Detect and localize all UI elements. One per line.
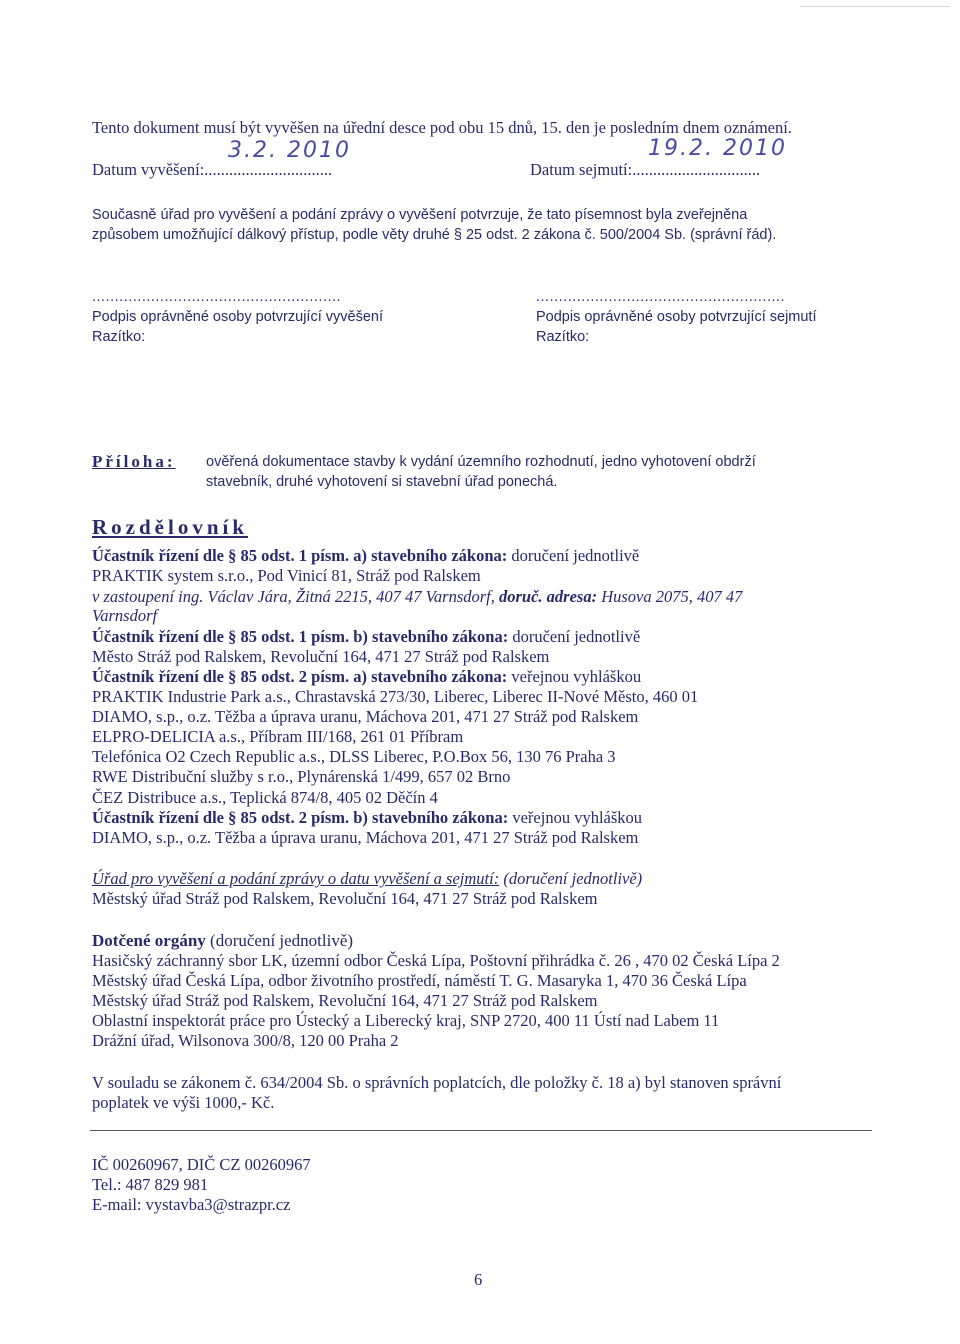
posted-date-dots: ............................... bbox=[204, 160, 333, 179]
attachment-line-2: stavebník, druhé vyhotovení si stavební úřad ponechá. bbox=[206, 474, 558, 490]
authority-line: Městský úřad Stráž pod Ralskem, Revoluční 164, 471 27 Stráž pod Ralskem bbox=[92, 991, 598, 1010]
footer-email: E-mail: vystavba3@strazpr.cz bbox=[92, 1195, 291, 1214]
party-group-3-heading: Účastník řízení dle § 85 odst. 2 písm. a) stavebního zákona: veřejnou vyhláškou bbox=[92, 667, 642, 686]
party-line: Varnsdorf bbox=[92, 606, 158, 625]
office-line: Městský úřad Stráž pod Ralskem, Revoluční 164, 471 27 Stráž pod Ralskem bbox=[92, 889, 598, 908]
party-group-4-heading: Účastník řízení dle § 85 odst. 2 písm. b) stavebního zákona: veřejnou vyhláškou bbox=[92, 808, 643, 827]
party-line: Telefónica O2 Czech Republic a.s., DLSS Liberec, P.O.Box 56, 130 76 Praha 3 bbox=[92, 747, 616, 766]
publication-line-2: způsobem umožňující dálkový přístup, podle věty druhé § 25 odst. 2 zákona č. 500/2004 Sb. (správní řád). bbox=[92, 227, 777, 243]
authority-line: Oblastní inspektorát práce pro Ústecký a Liberecký kraj, SNP 2720, 400 11 Ústí nad Labem 11 bbox=[92, 1011, 720, 1030]
right-signature-dots: ....................................................... bbox=[536, 289, 786, 305]
footer-divider bbox=[90, 1130, 872, 1131]
party-line: PRAKTIK system s.r.o., Pod Vinicí 81, Stráž pod Ralskem bbox=[92, 566, 481, 585]
posted-date-handwritten: 3.2. 2010 bbox=[228, 138, 351, 163]
party-line: ELPRO-DELICIA a.s., Příbram III/168, 261 01 Příbram bbox=[92, 727, 464, 746]
authorities-heading: Dotčené orgány (doručení jednotlivě) bbox=[92, 931, 354, 950]
posted-date-label: Datum vyvěšení: bbox=[92, 160, 205, 179]
footer-tel: Tel.: 487 829 981 bbox=[92, 1175, 209, 1194]
party-group-1-heading: Účastník řízení dle § 85 odst. 1 písm. a) stavebního zákona: doručení jednotlivě bbox=[92, 546, 640, 565]
party-group-2-heading: Účastník řízení dle § 85 odst. 1 písm. b) stavebního zákona: doručení jednotlivě bbox=[92, 627, 641, 646]
fee-line-1: V souladu se zákonem č. 634/2004 Sb. o správních poplatcích, dle položky č. 18 a) byl stanoven správní bbox=[92, 1073, 782, 1092]
left-signature-dots: ....................................................... bbox=[92, 289, 342, 305]
party-line: Město Stráž pod Ralskem, Revoluční 164, 471 27 Stráž pod Ralskem bbox=[92, 647, 550, 666]
party-line: PRAKTIK Industrie Park a.s., Chrastavská 273/30, Liberec, Liberec II-Nové Město, 460 01 bbox=[92, 687, 699, 706]
right-stamp-label: Razítko: bbox=[536, 329, 590, 345]
party-line: ČEZ Distribuce a.s., Teplická 874/8, 405 02 Děčín 4 bbox=[92, 788, 438, 807]
removed-date-handwritten: 19.2. 2010 bbox=[648, 136, 787, 161]
removed-date-field bbox=[530, 160, 760, 180]
right-signature-label: Podpis oprávněné osoby potvrzující sejmutí bbox=[536, 309, 817, 325]
distribution-heading: Rozdělovník bbox=[92, 515, 249, 539]
attachment-line-1: ověřená dokumentace stavby k vydání územního rozhodnutí, jedno vyhotovení obdrží bbox=[206, 454, 756, 470]
authority-line: Hasičský záchranný sbor LK, územní odbor Česká Lípa, Poštovní přihrádka č. 26 , 470 02 Česká Lípa 2 bbox=[92, 951, 780, 970]
publication-line-1: Současně úřad pro vyvěšení a podání zprávy o vyvěšení potvrzuje, že tato písemnost byla zveřejněna bbox=[92, 207, 748, 223]
authority-line: Městský úřad Česká Lípa, odbor životního prostředí, náměstí T. G. Masaryka 1, 470 36 Česká Lípa bbox=[92, 971, 747, 990]
left-signature-label: Podpis oprávněné osoby potvrzující vyvěšení bbox=[92, 309, 383, 325]
removed-date-dots: ............................... bbox=[632, 160, 761, 179]
party-line: RWE Distribuční služby s r.o., Plynárenská 1/499, 657 02 Brno bbox=[92, 767, 511, 786]
party-line: DIAMO, s.p., o.z. Těžba a úprava uranu, Máchova 201, 471 27 Stráž pod Ralskem bbox=[92, 707, 639, 726]
party-line: DIAMO, s.p., o.z. Těžba a úprava uranu, Máchova 201, 471 27 Stráž pod Ralskem bbox=[92, 828, 639, 847]
footer-ico: IČ 00260967, DIČ CZ 00260967 bbox=[92, 1155, 311, 1174]
left-stamp-label: Razítko: bbox=[92, 329, 146, 345]
authority-line: Drážní úřad, Wilsonova 300/8, 120 00 Praha 2 bbox=[92, 1031, 399, 1050]
top-divider bbox=[800, 6, 950, 7]
fee-line-2: poplatek ve výši 1000,- Kč. bbox=[92, 1093, 275, 1112]
attachment-label: Příloha: bbox=[92, 452, 176, 471]
page-number: 6 bbox=[474, 1270, 483, 1289]
posting-notice: Tento dokument musí být vyvěšen na úřední desce pod obu 15 dnů, 15. den je posledním dnem oznámení. bbox=[92, 118, 792, 137]
party-line: v zastoupení ing. Václav Jára, Žitná 2215, 407 47 Varnsdorf, doruč. adresa: Husova 2075, 407 47 bbox=[92, 587, 743, 606]
removed-date-label: Datum sejmutí: bbox=[530, 160, 633, 179]
office-heading: Úřad pro vyvěšení a podání zprávy o datu vyvěšení a sejmutí: (doručení jednotlivě) bbox=[92, 869, 643, 888]
posted-date-field bbox=[92, 160, 332, 180]
